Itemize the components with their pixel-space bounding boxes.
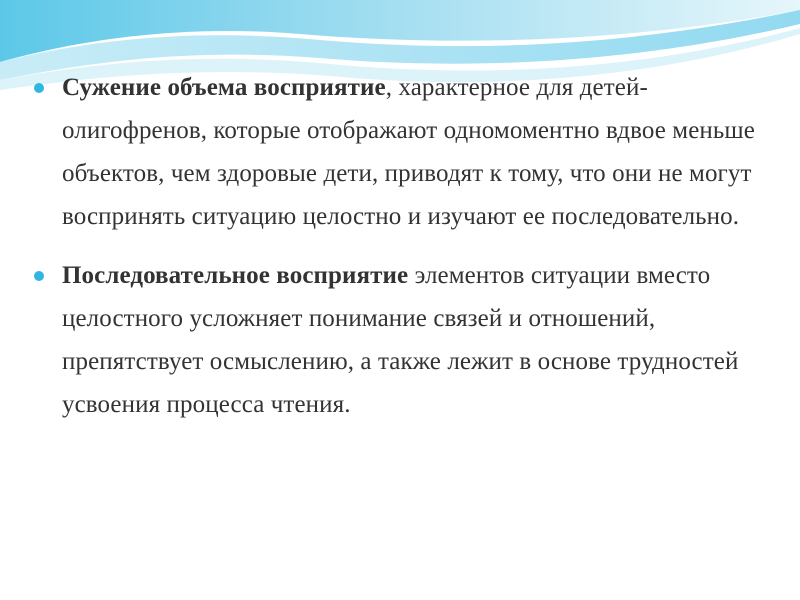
bullet-dot-icon xyxy=(34,83,44,93)
bullet-bold-text: Последовательное восприятие xyxy=(62,262,409,289)
bullet-item-sequential-perception xyxy=(30,254,770,426)
bullet-dot-icon xyxy=(34,271,44,281)
bullet-bold-text: Сужение объема восприятие xyxy=(62,74,386,101)
bullet-text: элементов ситуации вместо целостного усложняет понимание связей и отношений, препятствует осмыслению, а также лежит в основе трудностей усвоения процесса чтения. xyxy=(62,262,739,418)
bullet-item-narrowing-perception xyxy=(30,66,770,238)
content-area xyxy=(30,66,770,426)
bullet-text: , характерное для детей-олигофренов, которые отображают одномоментно вдвое меньше объектов, чем здоровые дети, приводят к тому, что они не могут воспринять ситуацию целостно и изучают ее последовательно. xyxy=(62,74,755,230)
